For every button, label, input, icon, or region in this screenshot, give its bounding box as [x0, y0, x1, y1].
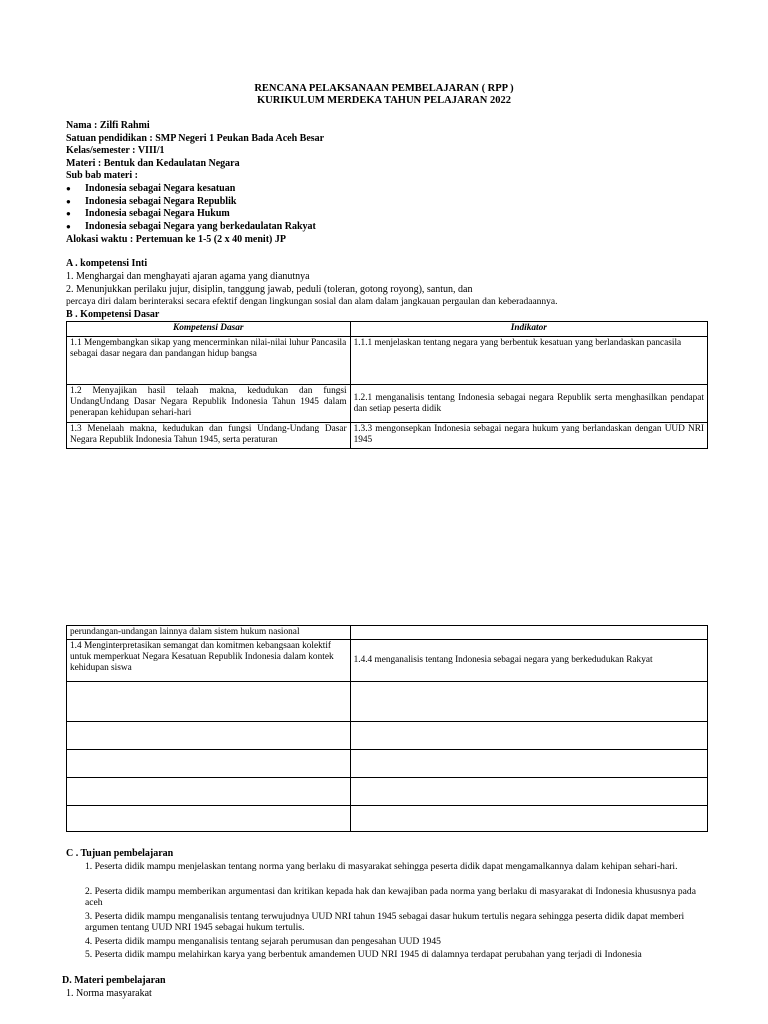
competency-table-continued	[66, 625, 708, 832]
core-competency-1: 1. Menghargai dan menghayati ajaran agama yang dianutnya	[66, 271, 310, 282]
sub-chapter-item: ● Indonesia sebagai Negara yang berkedaulatan Rakyat	[85, 221, 316, 233]
objective-item: 4. Peserta didik mampu menganalisis tentang sejarah perumusan dan pengesahan UUD 1945	[85, 936, 441, 947]
school-unit: Satuan pendidikan : SMP Negeri 1 Peukan Bada Aceh Besar	[66, 133, 325, 144]
kd-cell: 1.4 Menginterpretasikan semangat dan komitmen kebangsaan kolektif untuk memperkuat Negara Kesatuan Republik Indonesia dalam kontek kehidupan siswa	[67, 640, 351, 682]
section-c-heading: C . Tujuan pembelajaran	[66, 848, 174, 859]
kd-cell: 1.3 Menelaah makna, kedudukan dan fungsi Undang-Undang Dasar Negara Republik Indonesia Tahun 1945, serta peraturan	[67, 423, 351, 449]
objective-item: 1. Peserta didik mampu menjelaskan tentang norma yang berlaku di masyarakat sehingga peserta didik dapat mengamalkannya dalam kehipan sehari-hari.	[85, 861, 678, 872]
sub-chapter-item: ● Indonesia sebagai Negara Republik	[85, 196, 236, 208]
table-row	[67, 385, 708, 423]
competency-table	[66, 321, 708, 449]
objective-item: 5. Peserta didik mampu melahirkan karya yang berbentuk amandemen UUD NRI 1945 di dalamnya terdapat perubahan yang terjadi di Indonesia	[85, 949, 642, 960]
table-row	[67, 682, 708, 722]
teacher-name: Nama : Zilfi Rahmi	[66, 120, 150, 131]
objective-item: 2. Peserta didik mampu memberikan argumentasi dan kritikan kepada hak dan kewajiban pada norma yang berlaku di masyarakat di Indonesia khususnya pada aceh	[85, 886, 696, 908]
core-competency-2-cont: percaya diri dalam berinteraksi secara efektif dengan lingkungan sosial dan alam dalam jangkauan pergaulan dan keberadaannya.	[66, 297, 558, 307]
indicator-cell	[350, 806, 707, 832]
kd-cell	[67, 750, 351, 778]
class-semester: Kelas/semester : VIII/1	[66, 145, 165, 156]
table-row	[67, 722, 708, 750]
table-row	[67, 750, 708, 778]
kd-cell	[67, 778, 351, 806]
indicator-cell	[350, 626, 707, 640]
table-row	[67, 640, 708, 682]
table-row	[67, 806, 708, 832]
indicator-cell: 1.3.3 mengonsepkan Indonesia sebagai negara hukum yang berlandaskan dengan UUD NRI 1945	[350, 423, 707, 449]
kd-cell: perundangan-undangan lainnya dalam sistem hukum nasional	[67, 626, 351, 640]
objective-item: 3. Peserta didik mampu menganalisis tentang terwujudnya UUD NRI tahun 1945 sebagai dasar hukum tertulis negara sehingga peserta didik dapat memberi argumen tentang UUD NRI 1945 sebagai hukum tertulis.	[85, 911, 685, 933]
material: Materi : Bentuk dan Kedaulatan Negara	[66, 158, 240, 169]
indicator-cell	[350, 722, 707, 750]
material-item: 1. Norma masyarakat	[66, 988, 152, 999]
document-subtitle: KURIKULUM MERDEKA TAHUN PELAJARAN 2022	[257, 95, 511, 106]
kd-cell	[67, 722, 351, 750]
kd-cell	[67, 682, 351, 722]
table-header-row	[67, 322, 708, 337]
indicator-cell: 1.1.1 menjelaskan tentang negara yang berbentuk kesatuan yang berlandaskan pancasila	[350, 337, 707, 385]
section-d-heading: D. Materi pembelajaran	[62, 975, 166, 986]
kd-cell	[67, 806, 351, 832]
sub-chapter-heading: Sub bab materi :	[66, 170, 138, 181]
indicator-cell	[350, 682, 707, 722]
table-row	[67, 778, 708, 806]
table-row	[67, 337, 708, 385]
section-b-heading: B . Kompetensi Dasar	[66, 309, 160, 320]
table-row	[67, 626, 708, 640]
indicator-cell	[350, 750, 707, 778]
time-allocation: Alokasi waktu : Pertemuan ke 1-5 (2 x 40 menit) JP	[66, 234, 286, 245]
indicator-cell: 1.2.1 menganalisis tentang Indonesia sebagai negara Republik serta menghasilkan pendapat dan setiap peserta didik	[350, 385, 707, 423]
sub-chapter-item: ● Indonesia sebagai Negara Hukum	[85, 208, 230, 220]
kd-cell: 1.2 Menyajikan hasil telaah makna, kedudukan dan fungsi UndangUndang Dasar Negara Republik Indonesia Tahun 1945 dalam penerapan kehidupan sehari-hari	[67, 385, 351, 423]
sub-chapter-item: ● Indonesia sebagai Negara kesatuan	[85, 183, 235, 195]
kd-cell: 1.1 Mengembangkan sikap yang mencerminkan nilai-nilai luhur Pancasila sebagai dasar negara dan pandangan hidup bangsa	[67, 337, 351, 385]
table-row	[67, 423, 708, 449]
column-header-kd: Kompetensi Dasar	[67, 322, 351, 337]
document-title: RENCANA PELAKSANAAN PEMBELAJARAN ( RPP )	[254, 83, 514, 94]
indicator-cell: 1.4.4 menganalisis tentang Indonesia sebagai negara yang berkedudukan Rakyat	[350, 640, 707, 682]
indicator-cell	[350, 778, 707, 806]
section-a-heading: A . kompetensi Inti	[66, 258, 148, 269]
column-header-indicator: Indikator	[350, 322, 707, 337]
core-competency-2: 2. Menunjukkan perilaku jujur, disiplin, tanggung jawab, peduli (toleran, gotong royong), santun, dan	[66, 284, 473, 295]
